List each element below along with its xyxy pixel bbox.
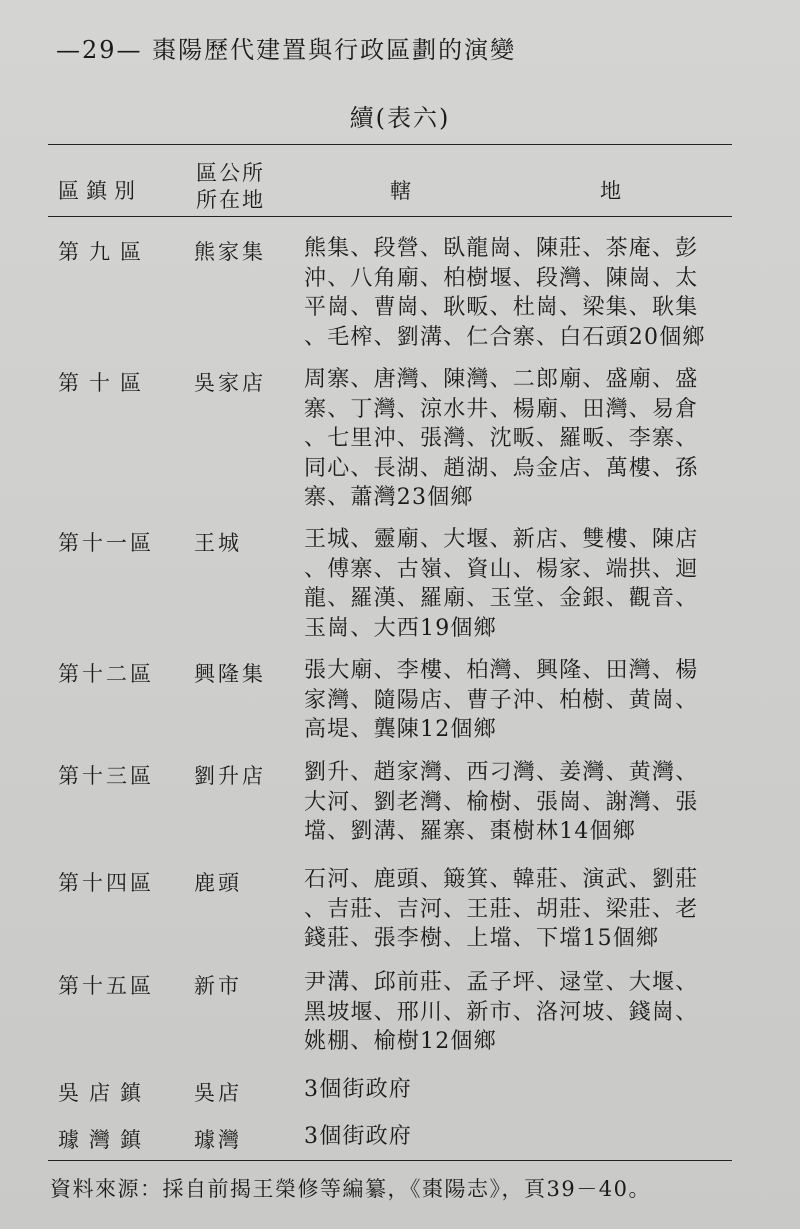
villages-line: 尹溝、邱前莊、孟子坪、逯堂、大堰、 [304,970,699,995]
office-cell: 鹿頭 [194,871,242,895]
table-bottom-rule [48,1160,732,1161]
villages-line: 高堤、龔陳12個鄉 [304,717,497,742]
office-cell: 王城 [194,531,242,555]
villages-line: 周寨、唐灣、陳灣、二郎廟、盛廟、盛 [304,367,699,392]
villages-line: 錢莊、張李樹、上壋、下壋15個鄉 [304,926,660,951]
villages-line: 寨、蕭灣23個鄉 [304,485,474,510]
villages-line: 、傅寨、古嶺、資山、楊家、端拱、迴 [304,556,699,582]
villages-cell [304,758,732,847]
villages-cell [304,525,732,643]
villages-line: 3個街政府 [304,1077,412,1102]
villages-line: 大河、劉老灣、榆樹、張崗、謝灣、張 [304,789,699,815]
table-header-rule [48,216,732,217]
villages-line: 家灣、隨陽店、曹子沖、柏樹、黄崗、 [304,687,699,713]
villages-cell [304,365,732,513]
office-cell: 璩灣 [194,1128,242,1152]
office-cell: 新市 [194,974,242,998]
villages-line: 、吉莊、吉河、王莊、胡莊、梁莊、老 [304,896,699,922]
villages-cell [304,234,732,352]
column-header-office-line2: 所在地 [196,188,265,212]
office-cell: 熊家集 [194,240,266,264]
district-cell: 第十四區 [58,871,154,895]
villages-cell [304,656,732,745]
villages-line: 姚棚、榆樹12個鄉 [304,1029,497,1054]
villages-line: 玉崗、大西19個鄉 [304,615,497,641]
villages-line: 同心、長湖、趙湖、烏金店、萬樓、孫 [304,455,699,481]
villages-line: 、毛榨、劉溝、仁合寨、白石頭20個鄉 [304,324,706,350]
table-caption: 續(表六) [349,104,451,132]
table-top-rule [48,144,732,145]
villages-cell [304,865,732,954]
villages-line: 壋、劉溝、羅寨、棗樹林14個鄉 [304,819,636,844]
district-cell: 第九區 [58,240,151,264]
villages-cell [304,968,732,1057]
villages-line: 劉升、趙家灣、西刁灣、姜灣、黄灣、 [304,760,699,785]
villages-line: 寨、丁灣、涼水井、楊廟、田灣、易倉 [304,396,699,422]
office-cell: 興隆集 [194,662,266,686]
district-cell: 第十區 [58,371,151,395]
villages-line: 石河、鹿頭、簸箕、韓莊、演武、劉莊 [304,867,699,892]
column-header-district: 區鎮別 [58,179,142,203]
villages-line: 王城、靈廟、大堰、新店、雙樓、陳店 [304,527,699,552]
villages-line: 3個街政府 [304,1124,412,1149]
column-header-jurisdiction-b: 地 [600,179,623,203]
district-cell: 璩灣鎮 [58,1128,151,1152]
district-cell: 第十五區 [58,974,154,998]
column-header-jurisdiction-a: 轄 [390,179,413,203]
column-header-office [196,160,265,214]
office-cell: 吳家店 [194,371,266,395]
district-cell: 第十一區 [58,531,154,555]
district-cell: 吳店鎮 [58,1081,151,1105]
villages-line: 平崗、曹崗、耿畈、杜崗、梁集、耿集 [304,295,699,320]
running-head: —29— 棗陽歷代建置與行政區劃的演變 [56,36,517,64]
villages-line: 龍、羅漢、羅廟、玉堂、金銀、觀音、 [304,586,699,611]
villages-line: 張大廟、李樓、柏灣、興隆、田灣、楊 [304,658,699,683]
column-header-office-line1: 區公所 [196,161,265,185]
villages-cell [304,1075,732,1105]
office-cell: 劉升店 [194,764,266,788]
district-cell: 第十三區 [58,764,154,788]
district-cell: 第十二區 [58,662,154,686]
villages-line: 、七里沖、張灣、沈畈、羅畈、李寨、 [304,426,699,451]
villages-line: 沖、八角廟、柏樹堰、段灣、陳崗、太 [304,265,699,291]
source-note: 資料來源：採自前揭王榮修等編纂，《棗陽志》，頁39－40。 [50,1177,651,1201]
villages-cell [304,1122,732,1152]
office-cell: 吳店 [194,1081,242,1105]
villages-line: 熊集、段營、臥龍崗、陳莊、茶庵、彭 [304,236,699,261]
villages-line: 黑坡堰、邢川、新市、洛河坡、錢崗、 [304,999,699,1025]
